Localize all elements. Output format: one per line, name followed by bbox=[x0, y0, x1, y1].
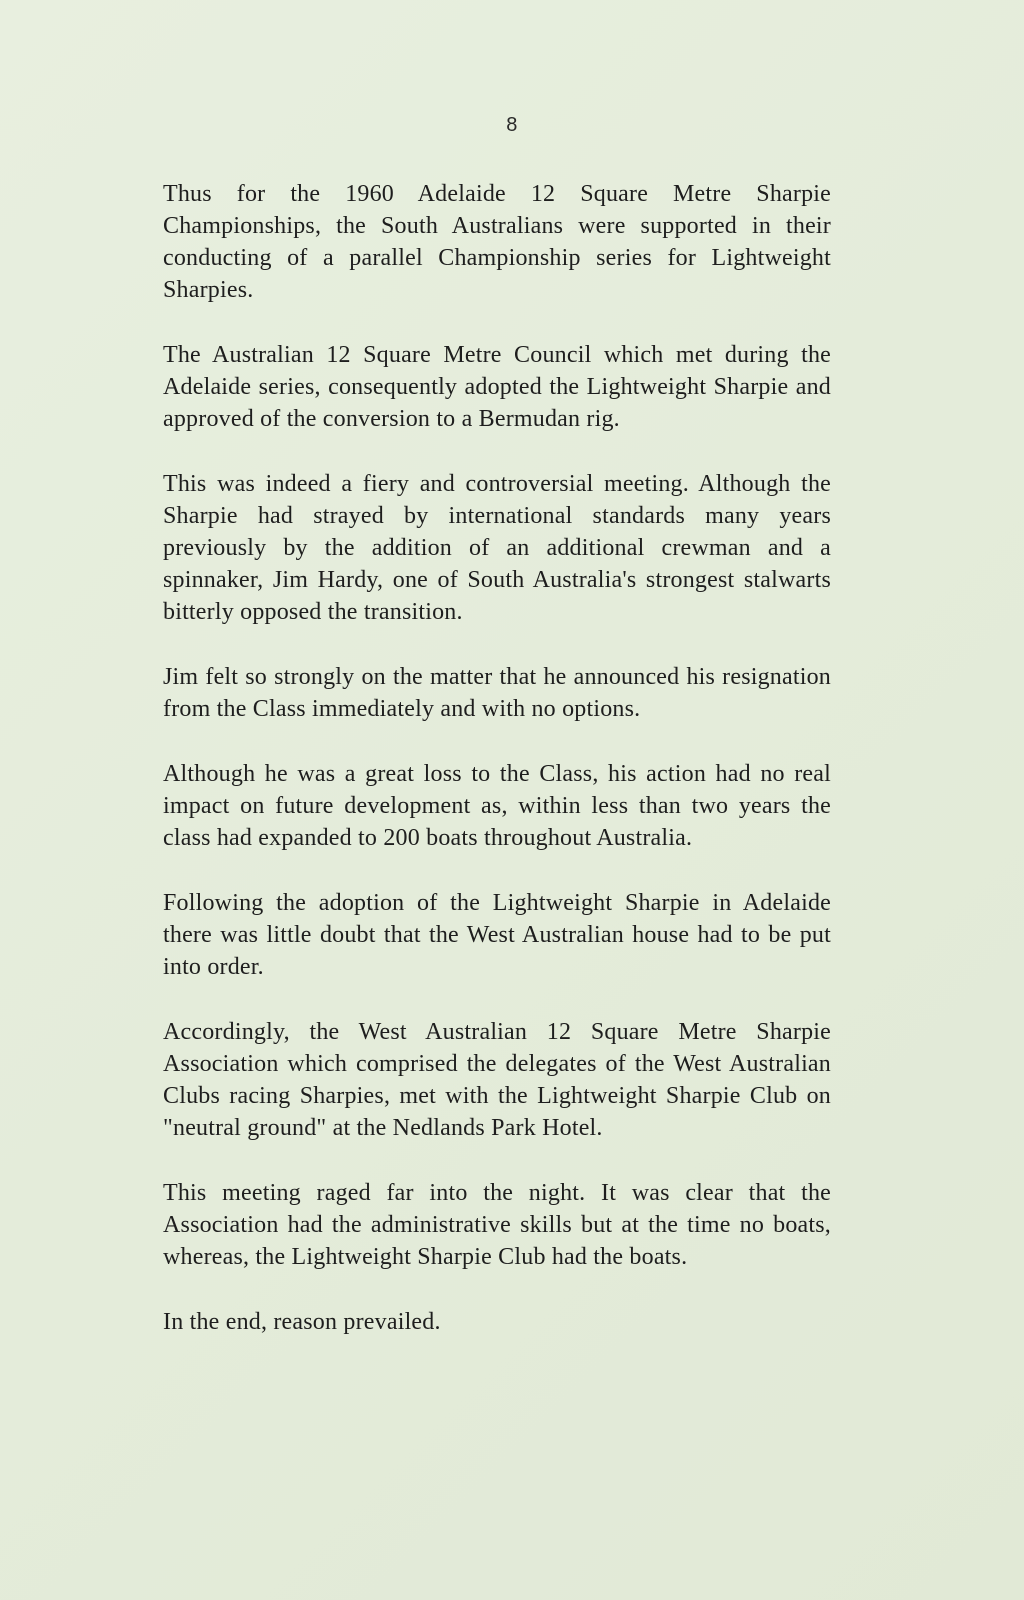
page-number: 8 bbox=[506, 114, 518, 136]
paragraph-3: This was indeed a fiery and controversial meeting. Although the Sharpie had strayed by international standards many years previously by the addition of an additional crewman and a spinnaker, Jim Hardy, one of South Australia's strongest stalwarts bitterly opposed the transition. bbox=[163, 471, 831, 625]
paragraph-9: In the end, reason prevailed. bbox=[163, 1309, 441, 1335]
body-text bbox=[163, 178, 831, 1371]
paragraph-4: Jim felt so strongly on the matter that he announced his resignation from the Class immediately and with no options. bbox=[163, 664, 831, 722]
paragraph-2: The Australian 12 Square Metre Council which met during the Adelaide series, consequently adopted the Lightweight Sharpie and approved of the conversion to a Bermudan rig. bbox=[163, 342, 831, 432]
paragraph-7: Accordingly, the West Australian 12 Square Metre Sharpie Association which comprised the delegates of the West Australian Clubs racing Sharpies, met with the Lightweight Sharpie Club on "neutral ground" at the Nedlands Park Hotel. bbox=[163, 1019, 831, 1141]
paragraph-8: This meeting raged far into the night. It was clear that the Association had the administrative skills but at the time no boats, whereas, the Lightweight Sharpie Club had the boats. bbox=[163, 1180, 831, 1270]
paragraph-5: Although he was a great loss to the Class, his action had no real impact on future development as, within less than two years the class had expanded to 200 boats throughout Australia. bbox=[163, 761, 831, 851]
paragraph-6: Following the adoption of the Lightweight Sharpie in Adelaide there was little doubt that the West Australian house had to be put into order. bbox=[163, 890, 831, 980]
paragraph-1: Thus for the 1960 Adelaide 12 Square Metre Sharpie Championships, the South Australians were supported in their conducting of a parallel Championship series for Lightweight Sharpies. bbox=[163, 181, 831, 303]
